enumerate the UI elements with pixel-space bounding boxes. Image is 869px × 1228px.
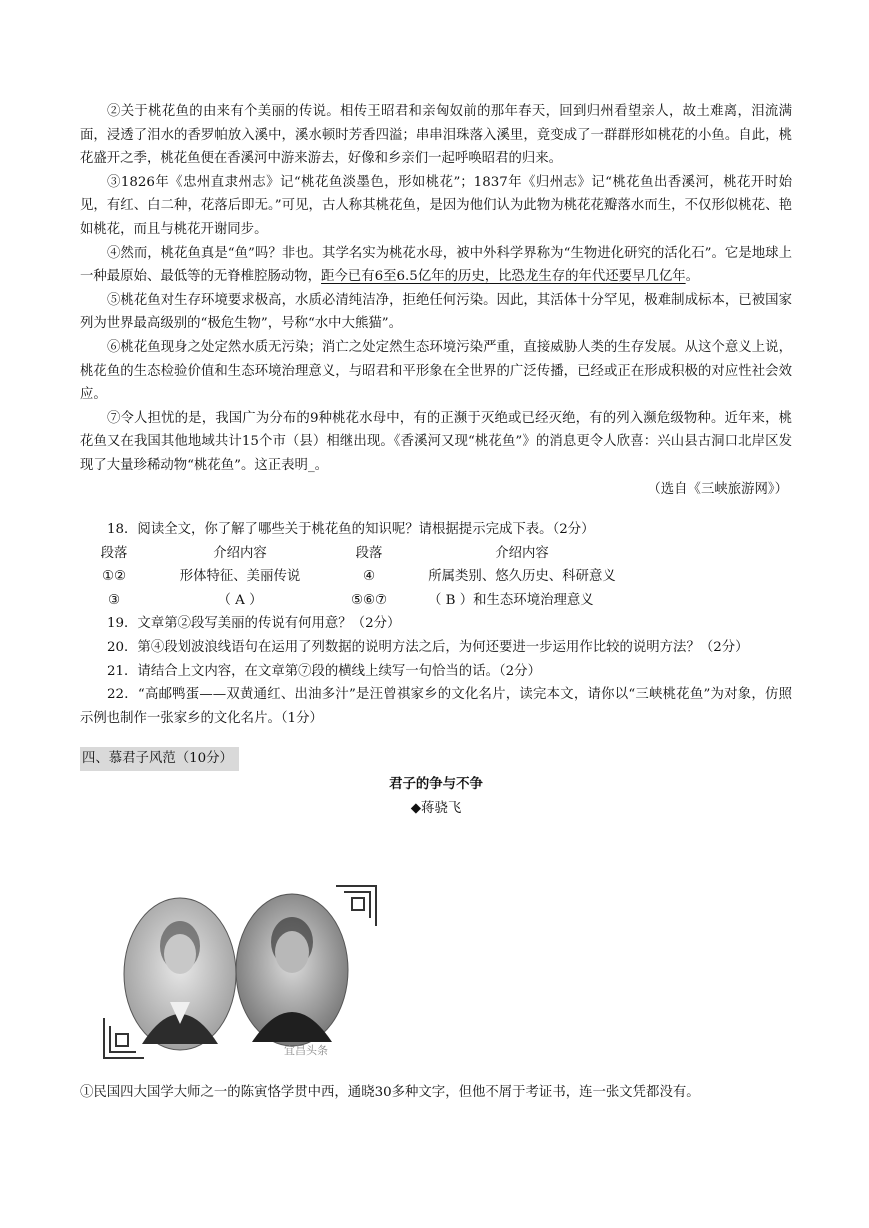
table-cell: ⑤⑥⑦ [350,592,387,608]
paragraph-7: ⑦令人担忧的是，我国广为分布的9种桃花水母中，有的正濒于灭绝或已经灭绝，有的列入濒危级物种。近年来，桃花鱼又在我国其他地域共计15个市（县）相继出现。《香溪河又现“桃花鱼”》的消息更令人欣喜：兴山县古洞口北岸区发现了大量珍稀动物“桃花鱼”。这正表明_。 [80,410,792,473]
portrait-illustration [102,884,378,1060]
question-20: 20．第④段划波浪线语句在运用了列数据的说明方法之后，为何还要进一步运用作比较的说明方法？（2分） [107,640,749,656]
section-heading: 四、慕君子风范（10分） [80,747,239,771]
question-19: 19．文章第②段写美丽的传说有何用意？（2分） [107,616,401,632]
paragraph-4 [80,242,792,289]
portrait-photo [102,884,378,1060]
table-cell: 段落 [100,545,128,561]
table-cell: 介绍内容 [213,545,267,561]
ornament-top-right [336,886,376,926]
article-author: ◆蒋骁飞 [410,800,462,816]
question-21: 21．请结合上文内容，在文章第⑦段的横线上续写一句恰当的话。（2分） [107,663,541,679]
watermark-text: 宜昌头条 [284,1044,328,1057]
table-cell: 介绍内容 [495,545,549,561]
article-first-paragraph: ①民国四大国学大师之一的陈寅恪学贯中西，通晓30多种文字，但他不屑于考证书，连一张文凭都没有。 [80,1085,700,1101]
table-cell: （ B ）和生态环境治理意义 [428,592,594,608]
table-cell: ①② [101,569,126,585]
paragraph-5: ⑤桃花鱼对生存环境要求极高，水质必清纯洁净，拒绝任何污染。因此，其活体十分罕见，极难制成标本，已被国家列为世界最高级别的“极危生物”，号称“水中大熊猫”。 [80,292,792,332]
table-cell: ③ [107,592,120,608]
reading-passage [80,100,792,820]
wavy-underlined-sentence: 距今已有6至6.5亿年的历史，比恐龙生存的年代还要早几亿年 [321,269,686,285]
paragraph-2: ②关于桃花鱼的由来有个美丽的传说。相传王昭君和亲匈奴前的那年春天，回到归州看望亲人，故土难离，泪流满面，浸透了泪水的香罗帕放入溪中，溪水顿时芳香四溢；串串泪珠落入溪里，竟变成了一群群形如桃花的小鱼。自此，桃花盛开之季，桃花鱼便在香溪河中游来游去，好像和乡亲们一起呼唤昭君的归来。 [80,104,792,167]
source-citation: （选自《三峡旅游网》） [647,481,788,497]
table-cell: （ A ） [217,592,263,608]
table-header-row [80,542,792,566]
table-cell: ④ [362,569,375,585]
paragraph-6: ⑥桃花鱼现身之处定然水质无污染；消亡之处定然生态环境污染严重，直接威胁人类的生存发展。从这个意义上说，桃花鱼的生态检验价值和生态环境治理意义，与昭君和平形象在全世界的广泛传播，已经或正在形成积极的对应性社会效应。 [80,339,792,403]
table-cell: 所属类别、悠久历史、科研意义 [428,569,616,585]
table-cell: 形体特征、美丽传说 [179,569,301,585]
table-cell: 段落 [355,545,383,561]
question-18: 18．阅读全文，你了解了哪些关于桃花鱼的知识呢？请根据提示完成下表。（2分） [107,522,595,538]
questions-block [80,518,792,730]
table-row [80,589,792,613]
paragraph-4-end: 。 [685,269,700,285]
paragraph-3: ③1826年《忠州直隶州志》记“桃花鱼淡墨色，形如桃花”；1837年《归州志》记“桃花鱼出香溪河，桃花开时始见，有红、白二种，花落后即无。”可见，古人称其桃花鱼，是因为他们认为此物为桃花花瓣落水而生，不仅形似桃花、艳如桃花，而且与桃花开谢同步。 [80,174,792,237]
table-row [80,565,792,589]
article-title: 君子的争与不争 [389,777,483,793]
question-22: 22．“高邮鸭蛋——双黄通红、出油多汁”是汪曾祺家乡的文化名片，读完本文，请你以“三峡桃花鱼”为对象，仿照示例也制作一张家乡的文化名片。（1分） [80,687,792,726]
paragraph-4-text: ④然而，桃花鱼真是“鱼”吗？非也。其学名实为桃花水母，被中外科学界称为“生物进化研究的活化石”。它是地球上一种最原始、最低等的无脊椎腔肠动物， [80,245,792,285]
